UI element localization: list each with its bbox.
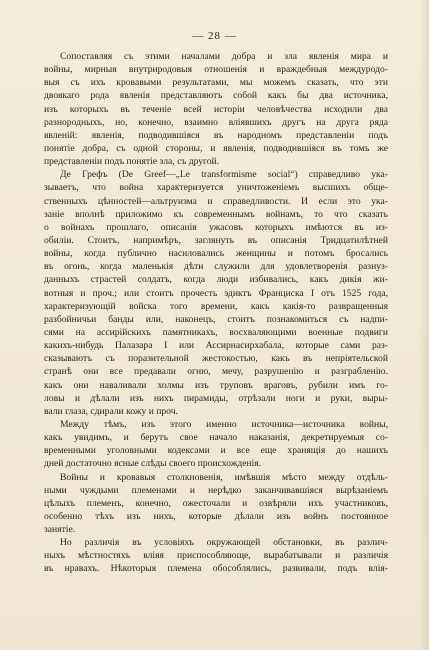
- text-line: какъ увидимъ, и берутъ свое начало наказанія, декретируемыя со-: [44, 432, 388, 444]
- text-line: двоякаго рода явленія представляютъ собой какъ бы два источника,: [44, 90, 388, 102]
- text-line: зываетъ, что война характеризуется уничтоженіемъ высшихъ обще-: [44, 182, 388, 194]
- text-line: странѣ они все предавали огню, мечу, разрушенію и разграбленію.: [44, 366, 388, 378]
- text-line: вотныя и проч.; или стоитъ прочесть эдиктъ Франциска I отъ 1525 года,: [44, 287, 388, 299]
- text-line: разнородныхъ, но, конечно, взаимно вліявшихъ другъ на друга ряда: [44, 116, 388, 128]
- text-line: Войны и кровавыя столкновенія, имѣвшія мѣсто между отдѣль-: [60, 471, 388, 483]
- text-line: понятіе добра, съ одной стороны, и явленія, подводившіяся въ томъ же: [44, 142, 388, 154]
- text-line: разбойничьи банды или, наконецъ, стоитъ познакомиться съ надпи-: [44, 313, 388, 325]
- text-line: сями на ассирійскихъ памятникахъ, восхваляющими военные подвиги: [44, 326, 388, 338]
- text-line: дней достаточно ясные слѣды своего происхожденія.: [44, 458, 262, 470]
- page-edge-shadow: [419, 0, 429, 650]
- text-line: сказываютъ съ поразительной жестокостью, какъ въ непріятельской: [44, 353, 388, 365]
- text-line: ловы и дѣлали изъ нихъ пирамиды, отрѣзали ноги и руки, выры-: [44, 392, 388, 404]
- text-line: какъ они наваливали холмы изъ труповъ враговъ, рубили имъ го-: [44, 379, 388, 391]
- text-line: вали глаза, сдирали кожу и проч.: [44, 405, 178, 417]
- text-line: явленій: явленія, подводившіяся въ народномъ представленіи подъ: [44, 129, 388, 141]
- text-line: о войнахъ прошлаго, описанія ужасовъ которыхъ имѣются въ из-: [44, 221, 388, 233]
- text-line: Между тѣмъ, изъ этого именно источника—источника войны,: [60, 418, 388, 430]
- text-line: временными уголовными кодексами и все еще хранящія до нашихъ: [44, 445, 388, 457]
- page-number: — 28 —: [192, 30, 237, 42]
- text-line: войны, мирныя внутриродовыя отношенія и враждебныя междуродо-: [44, 64, 388, 76]
- text-line: обиліи. Стоитъ, напримѣръ, заглянуть въ описанія Тридцатилѣтней: [44, 234, 388, 246]
- text-line: ныхъ мѣстностяхъ вліяя приспособляюще, вырабатывали и различія: [44, 550, 388, 562]
- text-line: заніе вполнѣ приложимо къ современнымъ войнамъ, то что сказать: [44, 208, 388, 220]
- text-line: занятіе.: [44, 524, 76, 536]
- text-line: Но различія въ условіяхъ окружающей обстановки, въ различ-: [60, 537, 388, 549]
- text-line: изъ которыхъ въ теченіе всей исторіи человѣчества исходили два: [44, 103, 388, 115]
- text-line: войны, когда публично насиловались женщины и потомъ бросались: [44, 248, 388, 260]
- text-line: Де Грефъ (De Greef—„Le transformisme social“) справедливо ука-: [60, 169, 388, 181]
- body-text: [44, 50, 388, 576]
- text-line: ственныхъ цѣнностей—альтруизма и справедливости. И если это ука-: [44, 195, 388, 207]
- text-line: Сопоставляя съ этими началами добра и зла явленія мира и: [60, 51, 388, 62]
- text-line: выя съ ихъ кровавыми результатами, мы можемъ сказать, что эти: [44, 77, 388, 89]
- text-line: особенно тѣхъ изъ нихъ, которые дѣлали изъ войнъ постоянное: [44, 510, 388, 522]
- text-line: въ нравахъ. Нѣкоторыя племена обособлялись, развивали, подъ влія-: [44, 563, 388, 575]
- text-line: представленіи подъ понятіе зла, съ другой.: [44, 156, 220, 168]
- text-line: характеризующій войска того времени, какъ какія-то развращенныя: [44, 300, 388, 312]
- text-line: въ огонь, когда маленькія дѣти служили для удовлетворенія разнуз-: [44, 261, 388, 273]
- text-line: какихъ-нибудь Палазара I или Ассирнасирхабала, которые сами раз-: [44, 340, 388, 352]
- text-line: цѣлыхъ племенъ, конечно, ожесточали и озвѣряли ихъ участниковъ,: [44, 497, 388, 509]
- text-line: данныхъ страстей солдатъ, когда люди избивались, какъ дикія жи-: [44, 274, 388, 286]
- text-line: ными чуждыми племенами и нерѣдко заканчивавшіяся вырѣзаніемъ: [44, 484, 388, 496]
